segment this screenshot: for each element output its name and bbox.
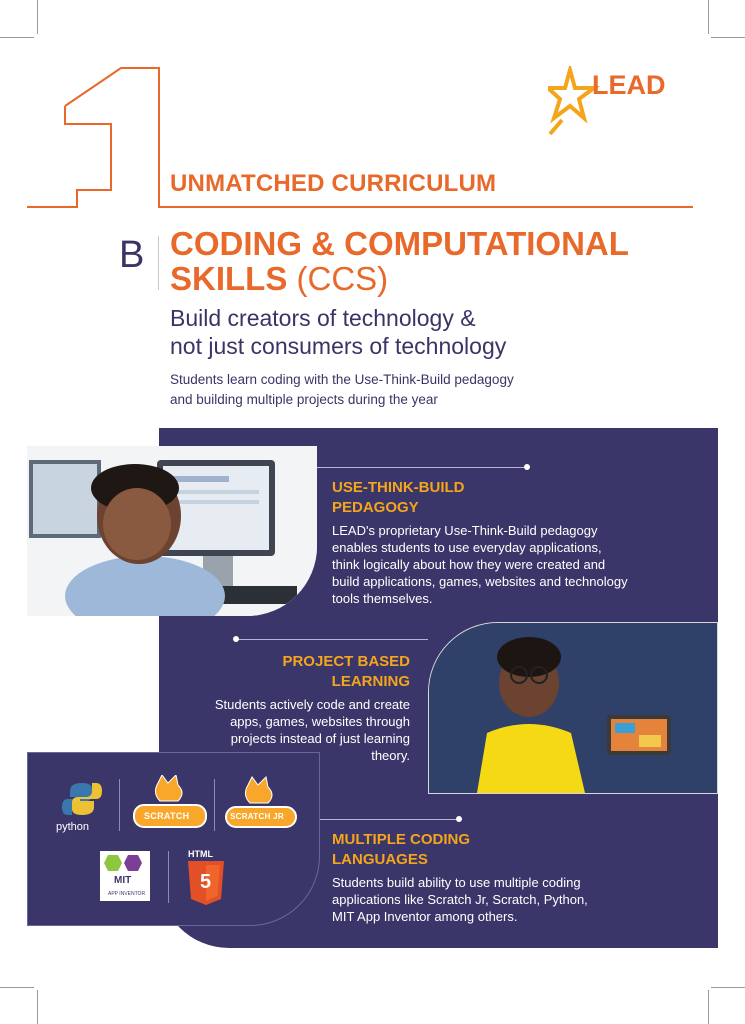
crop-mark [37,990,38,1024]
feature-text-line: enables students to use everyday applications, [332,540,602,555]
connector-line [318,819,459,820]
logo-text: LEAD [592,70,666,100]
scratch-jr-logo [224,775,298,831]
scratch-logo [132,775,208,831]
feature-text-line: applications like Scratch Jr, Scratch, Python, [332,892,588,907]
logo-divider [168,851,169,903]
feature-text-use-think-build [332,522,628,607]
connector-line [236,639,428,640]
feature-title-line: USE-THINK-BUILD [332,479,465,496]
feature-title-line: PROJECT BASED [282,653,410,670]
feature-text-line: LEAD's proprietary Use-Think-Build pedagogy [332,523,598,538]
html-label: HTML [188,849,213,859]
title-bold: SKILLS [170,260,288,297]
feature-text-line: build applications, games, websites and technology [332,574,628,589]
feature-text-line: projects instead of just learning [230,731,410,746]
logo-divider [119,779,120,831]
scratch-jr-label: SCRATCH JR [230,812,284,821]
crop-mark [711,37,745,38]
intro-line-2: and building multiple projects during the year [170,392,438,407]
mit-label: MIT [114,875,132,886]
coding-languages-logos [27,752,320,926]
feature-text-line: tools themselves. [332,591,433,606]
connector-dot [524,464,530,470]
feature-text-line: Students actively code and create [214,697,410,712]
scratch-cat-icon [132,775,208,831]
feature-title-project-based [180,652,410,692]
computer-illustration [27,446,317,616]
crop-mark [711,987,745,988]
logo-divider [214,779,215,831]
feature-text-line: theory. [371,748,410,763]
crop-mark [708,0,709,34]
title-light: (CCS) [296,260,389,297]
scratch-jr-cat-icon [224,775,298,831]
subtitle-line-2: not just consumers of technology [170,333,507,359]
title-line-2 [170,261,629,296]
mit-app-inventor-icon [100,851,150,875]
feature-title-line: MULTIPLE CODING [332,831,471,848]
python-label: python [56,821,90,833]
crop-mark [0,37,34,38]
scratch-label: SCRATCH [144,811,190,821]
subtitle-line-1: Build creators of technology & [170,305,476,331]
python-icon [62,781,102,817]
html5-logo [186,849,228,905]
page-title [170,226,629,296]
subtitle [170,304,506,360]
crop-mark [708,990,709,1024]
html5-number: 5 [200,871,212,893]
feature-text-line: Students build ability to use multiple coding [332,875,581,890]
intro-line-1: Students learn coding with the Use-Think-Build pedagogy [170,372,514,387]
feature-title-line: LANGUAGES [332,851,428,868]
student-illustration [429,623,717,793]
mit-app-inventor-logo [100,851,150,901]
crop-mark [37,0,38,34]
intro-text [170,370,514,410]
connector-dot [233,636,239,642]
divider [158,236,159,290]
connector-dot [456,816,462,822]
feature-text-line: think logically about how they were created and [332,557,606,572]
feature-text-line: MIT App Inventor among others. [332,909,518,924]
feature-title-use-think-build [332,478,465,518]
feature-title-line: PEDAGOGY [332,499,419,516]
feature-title-line: LEARNING [331,673,410,690]
section-heading: UNMATCHED CURRICULUM [170,170,497,197]
feature-text-line: apps, games, websites through [230,714,410,729]
title-line-1: CODING & COMPUTATIONAL [170,225,629,262]
feature-text-multiple-languages [332,874,588,925]
mit-sublabel: APP INVENTOR [108,891,146,897]
connector-line [317,467,527,468]
lead-logo [548,66,688,136]
photo-boy-at-computer [27,446,317,616]
item-letter: B [119,234,145,276]
photo-boy-with-tablet [428,622,718,794]
crop-mark [0,987,34,988]
feature-title-multiple-languages [332,830,470,870]
python-logo [48,781,128,837]
